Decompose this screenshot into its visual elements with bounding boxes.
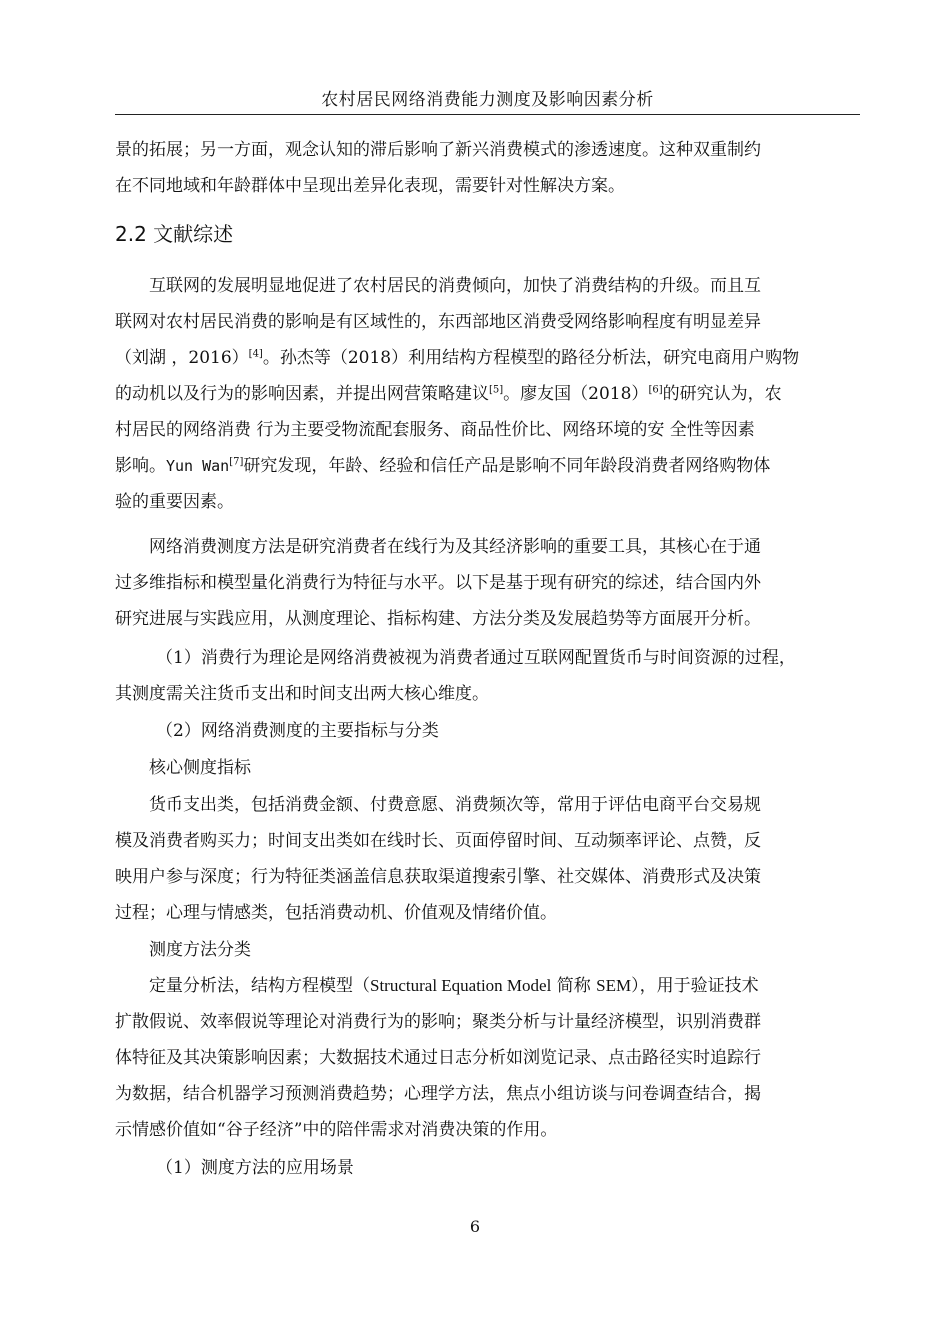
list-item-3 xyxy=(115,1150,860,1186)
p3-line-3: 映用户参与深度；行为特征类涵盖信息获取渠道搜索引擎、社交媒体、消费形式及决策 xyxy=(115,867,761,887)
p2-line-1: 网络消费测度方法是研究消费者在线行为及其经济影响的重要工具，其核心在于通 xyxy=(149,537,761,557)
p1-line-6-text-a: 影响。 xyxy=(115,456,166,476)
p2-line-2: 过多维指标和模型量化消费行为特征与水平。以下是基于现有研究的综述，结合国内外 xyxy=(115,573,761,593)
p4-line-1-text-a: 定量分析法，结构方程模型（ xyxy=(149,976,370,996)
sem-abbreviation: SEM xyxy=(596,976,632,995)
intro-line-1: 景的拓展；另一方面，观念认知的滞后影响了新兴消费模式的渗透速度。这种双重制约 xyxy=(115,140,761,160)
p1-line-3-text-b: 。孙杰等（2018）利用结构方程模型的路径分析法，研究电商用户购物 xyxy=(262,348,800,368)
citation-ref-5: [5] xyxy=(489,384,504,396)
p1-line-3 xyxy=(115,340,860,376)
literature-paragraph-1 xyxy=(115,268,860,520)
intro-paragraph xyxy=(115,132,860,204)
citation-ref-6: [6] xyxy=(648,384,663,396)
item3-text: （1）测度方法的应用场景 xyxy=(156,1158,354,1178)
p1-line-4 xyxy=(115,376,860,412)
p3-line-2: 模及消费者购买力；时间支出类如在线时长、页面停留时间、互动频率评论、点赞，反 xyxy=(115,831,761,851)
p1-line-4-text-a: 的动机以及行为的影响因素，并提出网营策略建议 xyxy=(115,384,489,404)
subheading-1-text: 核心侧度指标 xyxy=(149,758,251,778)
p1-line-1: 互联网的发展明显地促进了农村居民的消费倾向，加快了消费结构的升级。而且互 xyxy=(149,276,761,296)
running-header: 农村居民网络消费能力测度及影响因素分析 xyxy=(321,90,654,110)
list-item-2 xyxy=(115,713,860,749)
p4-line-5: 示情感价值如“谷子经济”中的陪伴需求对消费决策的作用。 xyxy=(115,1120,558,1140)
p1-line-3-text-a: （刘湖 ，2016） xyxy=(115,348,249,368)
intro-line-2: 在不同地域和年龄群体中呈现出差异化表现，需要针对性解决方案。 xyxy=(115,176,625,196)
p1-line-5: 村居民的网络消费 行为主要受物流配套服务、商品性价比、网络环境的安 全性等因素 xyxy=(115,420,755,440)
p1-line-6-text-b: 研究发现，年龄、经验和信任产品是影响不同年龄段消费者网络购物体 xyxy=(243,456,771,476)
p1-line-2: 联网对农村居民消费的影响是有区域性的，东西部地区消费受网络影响程度有明显差异 xyxy=(115,312,761,332)
p1-line-7: 验的重要因素。 xyxy=(115,492,234,512)
p2-line-3: 研究进展与实践应用，从测度理论、指标构建、方法分类及发展趋势等方面展开分析。 xyxy=(115,609,761,629)
item2-text: （2）网络消费测度的主要指标与分类 xyxy=(156,721,439,741)
sem-english-term: Structural Equation Model xyxy=(370,976,552,995)
p1-line-4-text-b: 。廖友国（2018） xyxy=(503,384,649,404)
p3-line-1: 货币支出类，包括消费金额、付费意愿、消费频次等，常用于评估电商平台交易规 xyxy=(149,795,761,815)
citation-ref-7: [7] xyxy=(229,456,244,468)
p4-line-1-text-b: 简称 xyxy=(551,976,597,996)
subheading-2-text: 测度方法分类 xyxy=(149,940,251,960)
subheading-method-classification xyxy=(115,932,860,968)
literature-paragraph-4 xyxy=(115,968,860,1148)
p4-line-4: 为数据，结合机器学习预测消费趋势；心理学方法，焦点小组访谈与问卷调查结合，揭 xyxy=(115,1084,761,1104)
header-rule xyxy=(115,114,860,115)
item1-line-1: （1）消费行为理论是网络消费被视为消费者通过互联网配置货币与时间资源的过程， xyxy=(156,648,796,668)
p4-line-1 xyxy=(115,968,860,1004)
citation-ref-4: [4] xyxy=(248,348,263,360)
item1-line-2: 其测度需关注货币支出和时间支出两大核心维度。 xyxy=(115,684,489,704)
p1-line-4-text-c: 的研究认为，农 xyxy=(662,384,782,404)
p4-line-3: 体特征及其决策影响因素；大数据技术通过日志分析如浏览记录、点击路径实时追踪行 xyxy=(115,1048,761,1068)
section-heading: 2.2 文献综述 xyxy=(115,222,234,246)
author-name: Yun Wan xyxy=(166,457,230,475)
subheading-core-indicators xyxy=(115,750,860,786)
p4-line-2: 扩散假说、效率假说等理论对消费行为的影响；聚类分析与计量经济模型，识别消费群 xyxy=(115,1012,761,1032)
page-number: 6 xyxy=(469,1217,481,1236)
p1-line-6 xyxy=(115,448,860,484)
p4-line-1-text-c: ），用于验证技术 xyxy=(631,976,759,996)
list-item-1 xyxy=(115,640,860,712)
literature-paragraph-3 xyxy=(115,787,860,931)
literature-paragraph-2 xyxy=(115,529,860,637)
p3-line-4: 过程；心理与情感类，包括消费动机、价值观及情绪价值。 xyxy=(115,903,557,923)
